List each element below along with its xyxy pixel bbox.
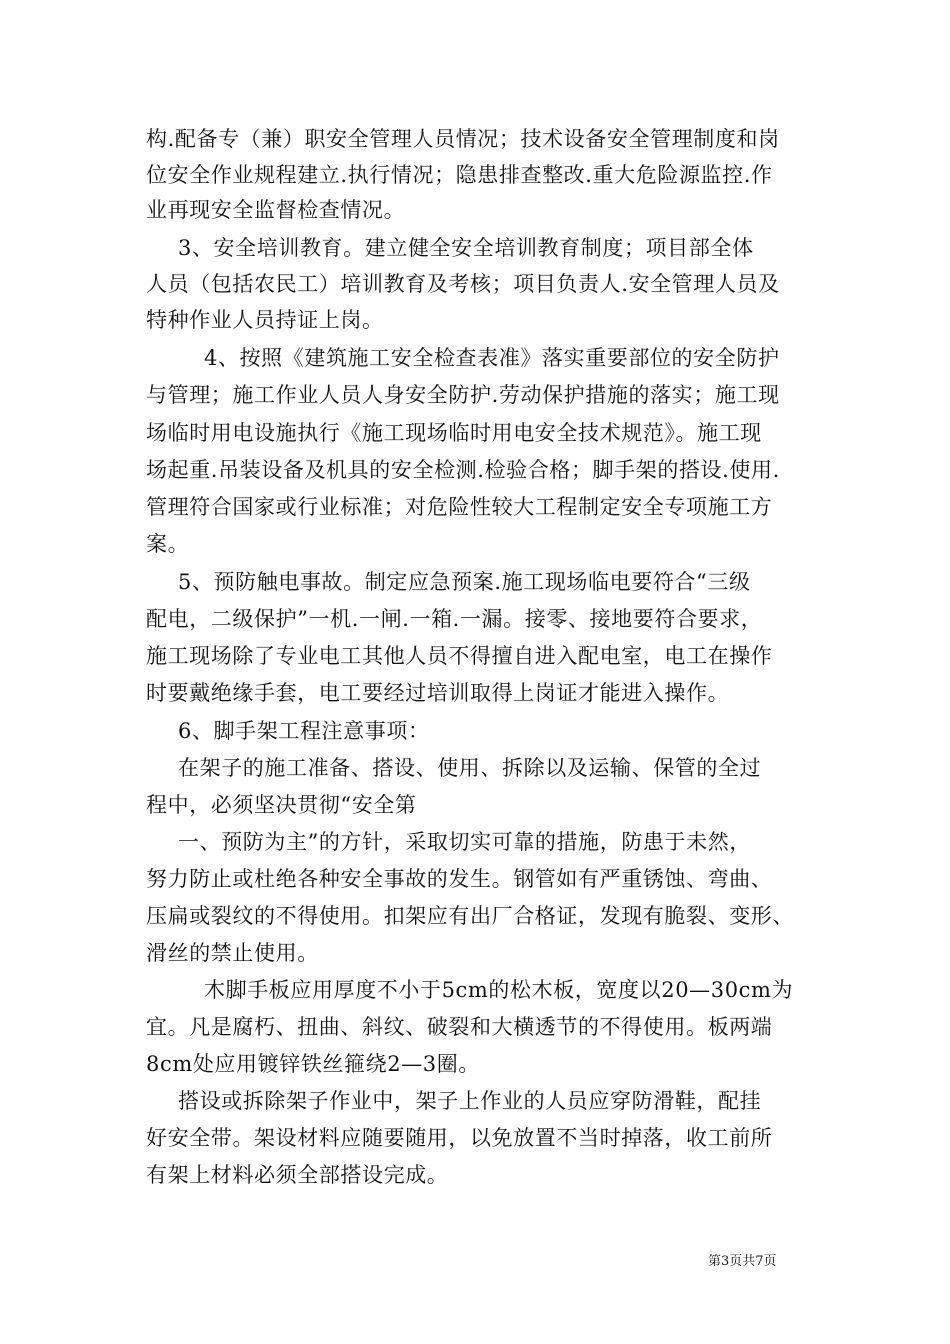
text-line: 努力防止或杜绝各种安全事故的发生。钢管如有严重锈蚀、弯曲、	[146, 867, 773, 891]
text-line: 好安全带。架设材料应随要随用，以免放置不当时掉落，收工前所	[146, 1126, 773, 1150]
text-line: 构.配备专（兼）职安全管理人员情况；技术设备安全管理制度和岗	[146, 127, 780, 151]
text-line: 宜。凡是腐朽、扭曲、斜纹、破裂和大横透节的不得使用。板两端	[146, 1015, 773, 1039]
text-line: 压扁或裂纹的不得使用。扣架应有出厂合格证，发现有脆裂、变形、	[146, 904, 794, 928]
text-line: 人员（包括农民工）培训教育及考核；项目负责人.安全管理人员及	[146, 272, 780, 296]
text-line: 场临时用电设施执行《施工现场临时用电安全技术规范》。施工现	[146, 421, 762, 445]
text-line: 在架子的施工准备、搭设、使用、拆除以及运输、保管的全过	[178, 756, 762, 780]
text-line: 施工现场除了专业电工其他人员不得擅自进入配电室，电工在操作	[146, 644, 773, 668]
text-line: 位安全作业规程建立.执行情况；隐患排查整改.重大危险源监控.作	[146, 163, 773, 187]
text-line: 5、预防触电事故。制定应急预案.施工现场临电要符合“三级	[178, 570, 751, 594]
text-line: 特种作业人员持证上岗。	[146, 308, 384, 332]
text-line: 搭设或拆除架子作业中，架子上作业的人员应穿防滑鞋，配挂	[178, 1089, 762, 1113]
text-line: 4、按照《建筑施工安全检查表准》落实重要部位的安全防护	[204, 346, 780, 370]
text-line: 业再现安全监督检查情况。	[146, 198, 406, 222]
text-line: 3、安全培训教育。建立健全安全培训教育制度；项目部全体	[178, 236, 754, 260]
text-line: 木脚手板应用厚度不小于5cm的松木板，宽度以20—30cm为	[204, 978, 794, 1002]
text-line: 场起重.吊装设备及机具的安全检测.检验合格；脚手架的搭设.使用.	[146, 458, 780, 482]
text-line: 案。	[146, 532, 190, 556]
page-number-footer: 第3页共7页	[708, 1254, 777, 1269]
text-line: 管理符合国家或行业标准；对危险性较大工程制定安全专项施工方	[146, 495, 773, 519]
text-line: 与管理；施工作业人员人身安全防护.劳动保护措施的落实；施工现	[146, 383, 780, 407]
text-line: 有架上材料必须全部搭设完成。	[146, 1163, 449, 1187]
text-line: 6、脚手架工程注意事项：	[178, 719, 430, 743]
text-line: 8cm处应用镀锌铁丝箍绕2—3圈。	[146, 1052, 480, 1076]
text-line: 一、预防为主”的方针，采取切实可靠的措施，防患于未然，	[178, 830, 751, 854]
text-line: 滑丝的禁止使用。	[146, 941, 319, 965]
text-line: 时要戴绝缘手套，电工要经过培训取得上岗证才能进入操作。	[146, 681, 730, 705]
text-line: 配电，二级保护”一机.一闸.一箱.一漏。接零、接地要符合要求，	[146, 607, 763, 631]
text-line: 程中，必须坚决贯彻“安全第	[146, 793, 417, 817]
